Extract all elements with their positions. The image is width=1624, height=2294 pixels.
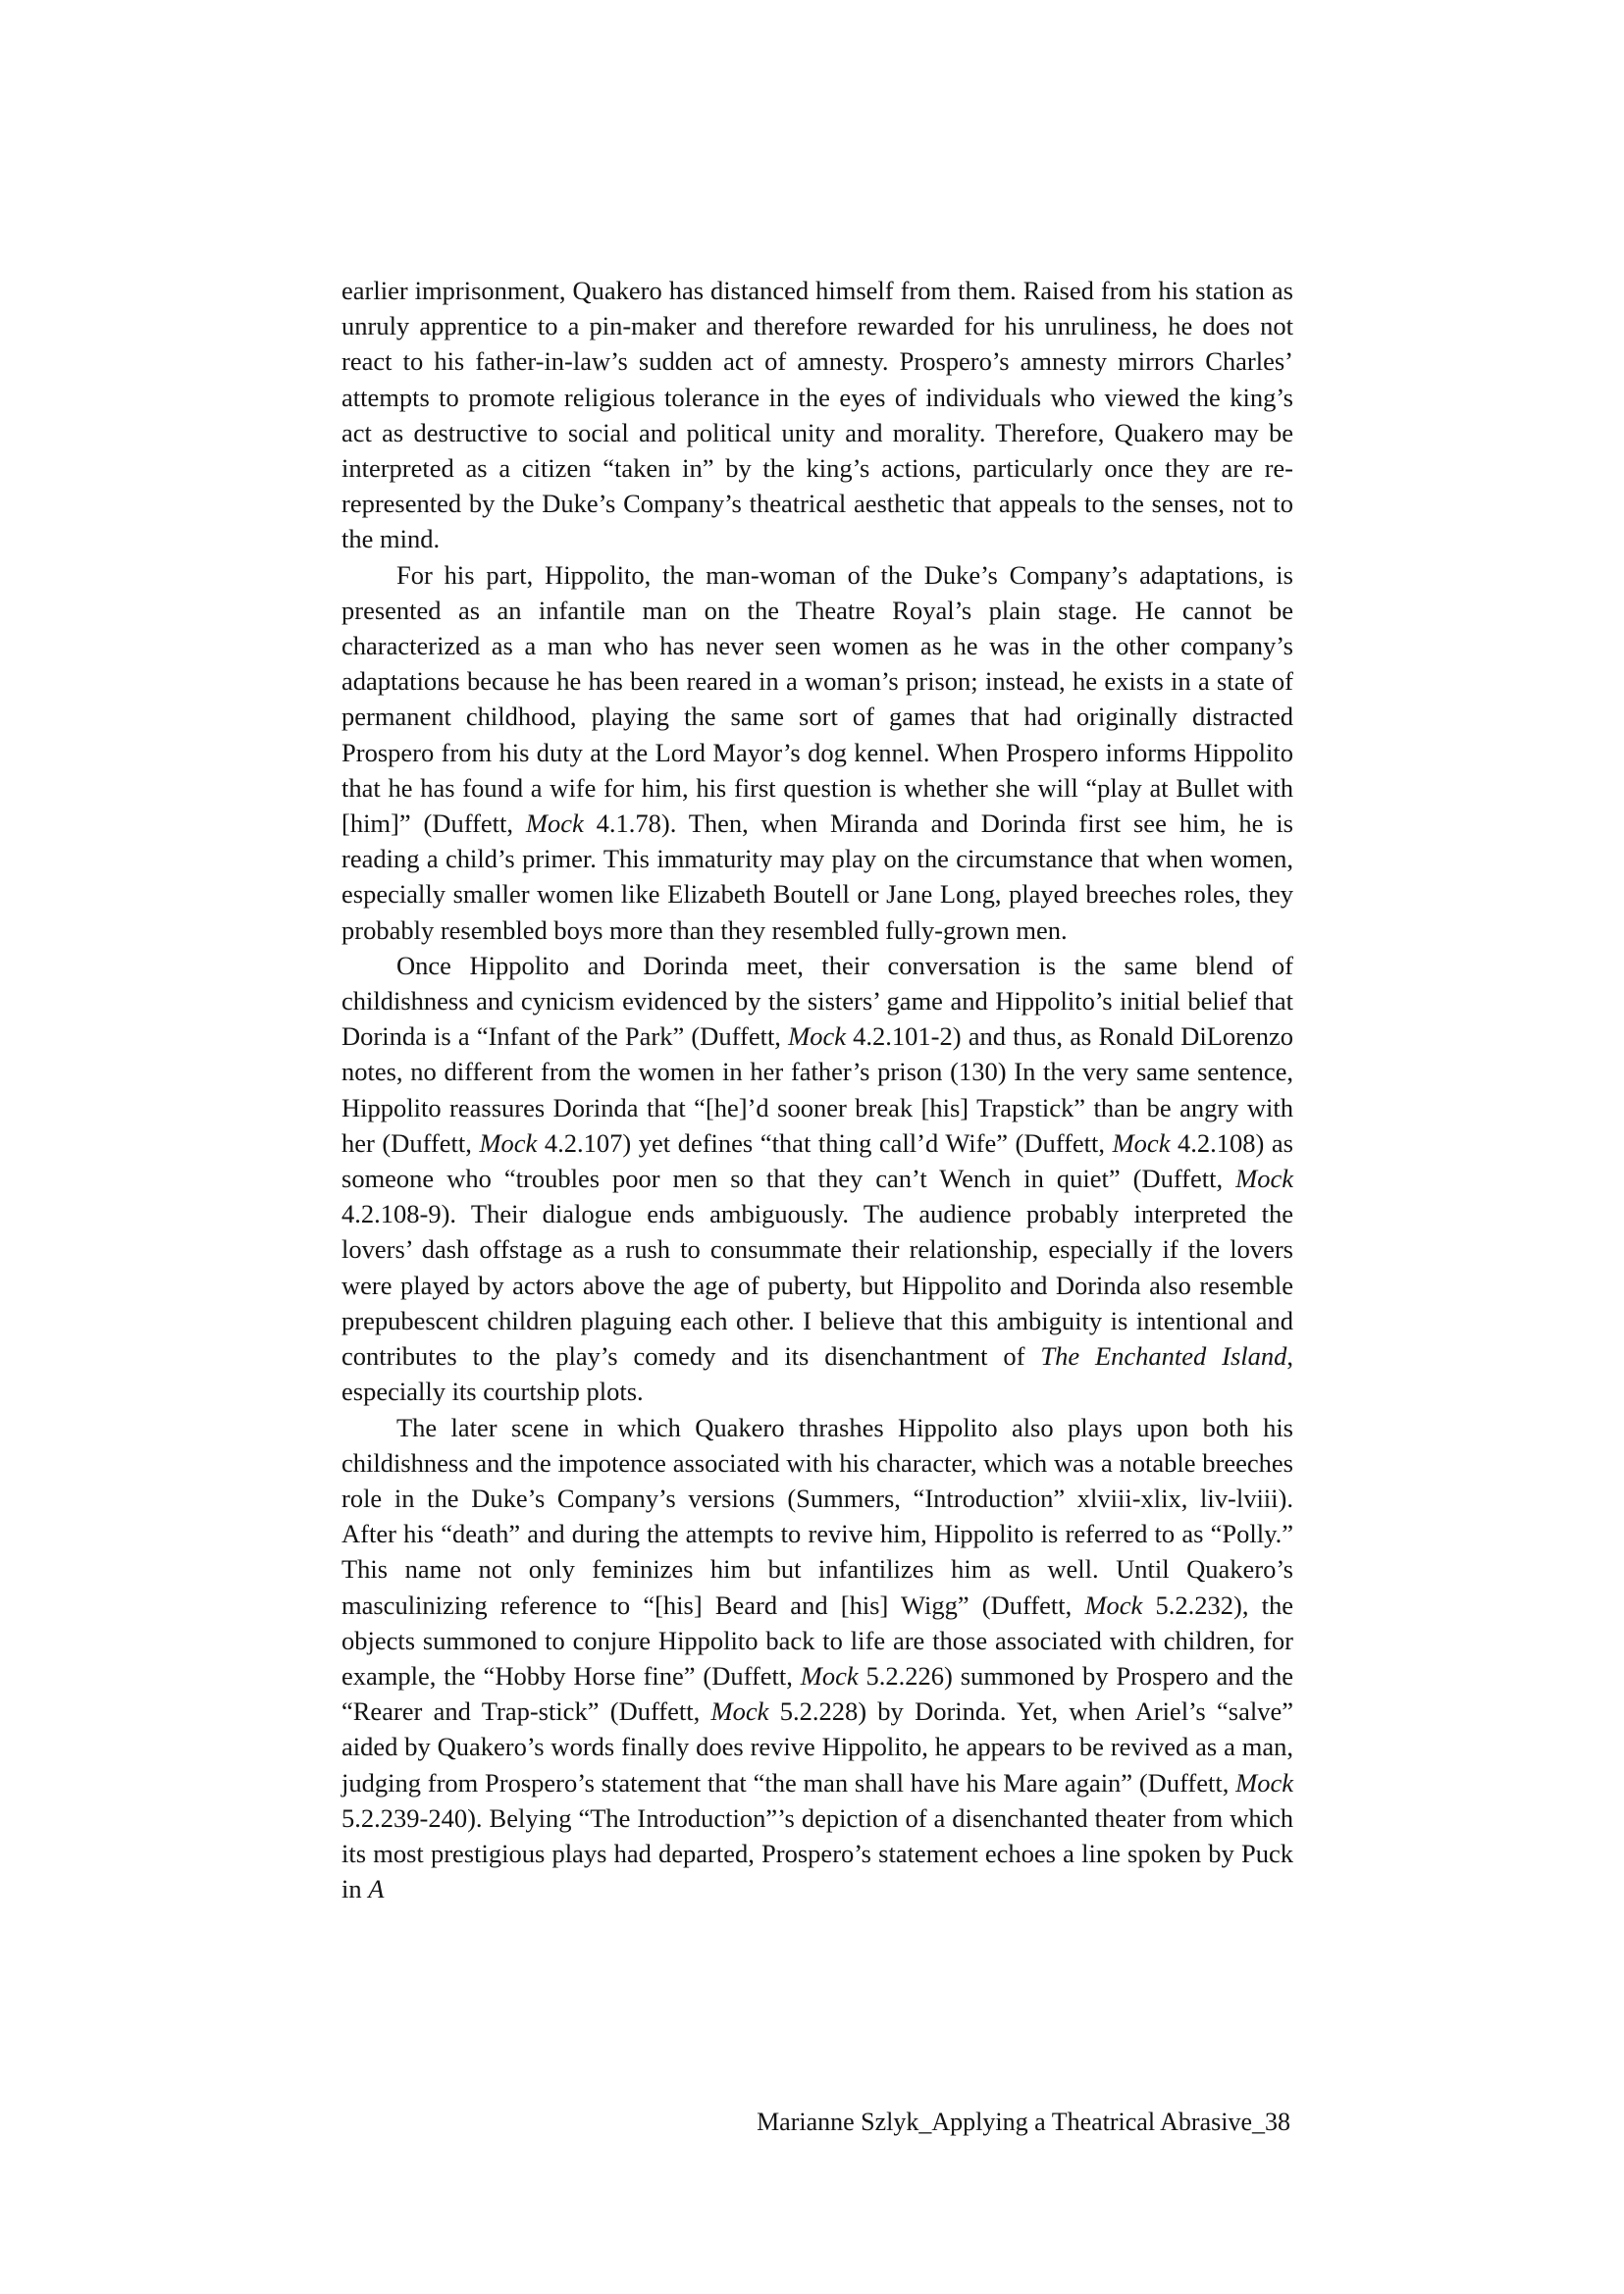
italic-title: Mock: [1235, 1767, 1293, 1798]
italic-title: Mock: [710, 1696, 769, 1727]
italic-title: Mock: [1235, 1164, 1293, 1194]
text-run: 4.2.107) yet defines “that thing call’d Wife” (Duffett,: [537, 1127, 1113, 1158]
text-run: The later scene in which Quakero thrashes Hippolito also plays upon both his childishness and the impotence associated with his character, which was a notable breeches role in the Duke’s Company’s versions (Summers, “Introduction” xlviii-xlix, liv-lviii). After his “death” and during the attempts to revive him, Hippolito is referred to as “Polly.” This name not only feminizes him but infantilizes him as well. Until Quakero’s masculinizing reference to “[his] Beard and [his] Wigg” (Duffett,: [341, 1412, 1293, 1620]
italic-title: Mock: [1084, 1590, 1143, 1620]
body-text: [341, 273, 1293, 1906]
italic-title: Mock: [1112, 1127, 1171, 1158]
text-run: 5.2.226) summoned by Prospero and the “Rearer and Trap-stick” (Duffett,: [341, 1660, 1293, 1727]
text-run: 4.2.108-9). Their dialogue ends ambiguously. The audience probably interpreted the lovers’ dash offstage as a rush to consummate their relationship, especially if the lovers were played by actors above the age of puberty, but Hippolito and Dorinda also resemble prepubescent children plaguing each other. I believe that this ambiguity is intentional and contributes to the play’s comedy and its disenchantment of: [341, 1199, 1293, 1372]
text-run: 4.2.108) as someone who “troubles poor men so that they can’t Wench in quiet” (Duffett,: [341, 1127, 1293, 1194]
text-run: 4.1.78). Then, when Miranda and Dorinda first see him, he is reading a child’s primer. This immaturity may play on the circumstance that when women, especially smaller women like Elizabeth Boutell or Jane Long, played breeches roles, they probably resembled boys more than they resembled fully-grown men.: [341, 808, 1293, 945]
text-run: earlier imprisonment, Quakero has distanced himself from them. Raised from his station as unruly apprentice to a pin-maker and therefore rewarded for his unruliness, he does not react to his father-in-law’s sudden act of amnesty. Prospero’s amnesty mirrors Charles’ attempts to promote religious tolerance in the eyes of individuals who viewed the king’s act as destructive to social and political unity and morality. Therefore, Quakero may be interpreted as a citizen “taken in” by the king’s actions, particularly once they are re-represented by the Duke’s Company’s theatrical aesthetic that appeals to the senses, not to the mind.: [341, 276, 1293, 554]
paragraph: [341, 273, 1293, 557]
running-footer: Marianne Szlyk_Applying a Theatrical Abrasive_38: [757, 2108, 1290, 2136]
text-run: 4.2.101-2) and thus, as Ronald DiLorenzo notes, no different from the women in her father’s prison (130) In the very same sentence, Hippolito reassures Dorinda that “[he]’d sooner break [his] Trapstick” than be angry with her (Duffett,: [341, 1021, 1294, 1158]
italic-title: Mock: [479, 1127, 538, 1158]
text-run: For his part, Hippolito, the man-woman of the Duke’s Company’s adaptations, is presented as an infantile man on the Theatre Royal’s plain stage. He cannot be characterized as a man who has never seen women as he was in the other company’s adaptations because he has been reared in a woman’s prison; instead, he exists in a state of permanent childhood, playing the same sort of games that had originally distracted Prospero from his duty at the Lord Mayor’s dog kennel. When Prospero informs Hippolito that he has found a wife for him, his first question is whether she will “play at Bullet with [him]” (Duffett,: [341, 559, 1293, 839]
text-run: 5.2.232), the objects summoned to conjure Hippolito back to life are those associated with children, for example, the “Hobby Horse fine” (Duffett,: [341, 1590, 1293, 1691]
text-run: Once Hippolito and Dorinda meet, their conversation is the same blend of childishness and cynicism evidenced by the sisters’ game and Hippolito’s initial belief that Dorinda is a “Infant of the Park” (Duffett,: [341, 950, 1293, 1052]
italic-title: A: [368, 1874, 385, 1904]
paragraph: [341, 1410, 1293, 1907]
italic-title: Mock: [800, 1660, 859, 1691]
italic-title: Mock: [788, 1021, 846, 1052]
italic-title: The Enchanted Island: [1040, 1341, 1287, 1372]
paragraph: [341, 557, 1293, 948]
text-run: 5.2.239-240). Belying “The Introduction”’s depiction of a disenchanted theater from which its most prestigious plays had departed, Prospero’s statement echoes a line spoken by Puck in: [341, 1802, 1293, 1904]
text-run: , especially its courtship plots.: [341, 1341, 1294, 1407]
italic-title: Mock: [525, 808, 584, 839]
paragraph: [341, 948, 1293, 1410]
text-run: 5.2.228) by Dorinda. Yet, when Ariel’s “salve” aided by Quakero’s words finally does revive Hippolito, he appears to be revived as a man, judging from Prospero’s statement that “the man shall have his Mare again” (Duffett,: [341, 1696, 1293, 1798]
